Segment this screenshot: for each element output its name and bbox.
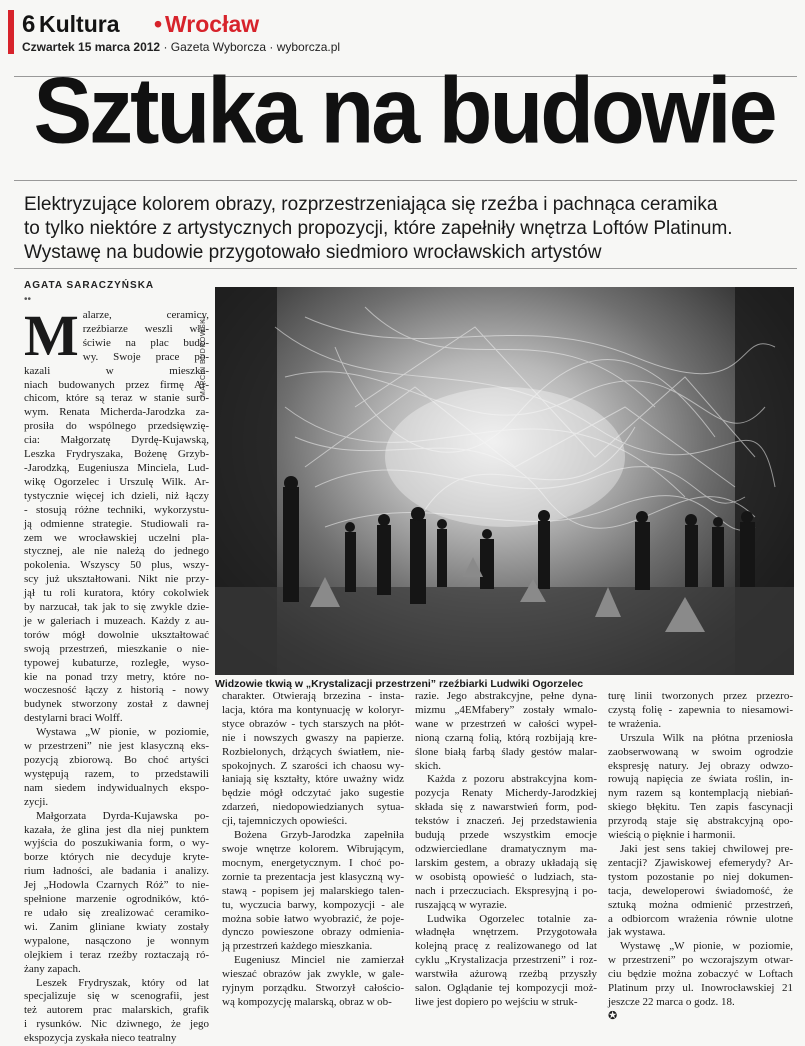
article-line: olejkiem i teraz rzeźby roztaczają ró- [24, 948, 209, 961]
article-line: lacja, która ma kontynuację w koloryr- [222, 703, 404, 716]
article-line: tekstów i znaczeń. Jej przedstawienia [415, 815, 597, 828]
article-line: cyklu „Krystalizacja przestrzeni” i roz- [415, 954, 597, 967]
article-line: będzie mógł odczytać jako sugestie [222, 787, 404, 800]
article-line: je w galeriach i muzeach. Każdy z au- [24, 614, 209, 627]
article-line: Bożena Grzyb-Jarodzka zapełniła [234, 829, 404, 842]
article-column-4 [608, 690, 793, 1024]
article-line: rium ładności, ale badania i analizy. [24, 865, 209, 878]
photo-caption: Widzowie tkwią w „Krystalizacji przestrzeni” rzeźbiarki Ludwiki Ogorzelec [215, 678, 584, 690]
lead-rule [14, 268, 797, 269]
dropcap-line: kazali w mieszka- [24, 364, 209, 377]
article-line: swoją przestrzeń, mieszkanie o nie- [24, 642, 209, 655]
article-line: larskim gestem, a obrazy układają się [415, 856, 597, 869]
article-line: prosiła do wspólnego przedsięwzię- [24, 420, 209, 433]
page-header [8, 8, 798, 58]
section-city: Wrocław [165, 11, 260, 37]
article-line: dynczo powieszone obrazy odmienia- [222, 926, 404, 939]
article-line: skich. [415, 759, 441, 772]
article-line: nym razem są kontemplacją niebiań- [608, 787, 793, 800]
article-column-1 [24, 303, 209, 1046]
article-line: zornie ta prezentacja jest klasyczną wy- [222, 870, 404, 883]
article-line: przyrodą staje się abstrakcyjną opo- [608, 815, 793, 828]
article-line: Małgorzata Dyrda-Kujawska po- [36, 809, 209, 822]
article-line: spokojnych. Z szarości ich chaosu wy- [222, 759, 404, 772]
article-line: Platinum przy ul. Inowrocławskiej 21 [608, 982, 793, 995]
article-line: - stosują różne techniki, wykorzystu- [24, 503, 209, 516]
article-line: mocnym, energetycznym. I choć po- [222, 856, 404, 869]
article-line: salon. Oglądanie tej kompozycji moż- [415, 982, 597, 995]
article-line: zdarzeń, niedopowiedzianych sytua- [222, 801, 404, 814]
article-line: ekspozycja zyskała nieco teatralny [24, 1032, 177, 1045]
article-line: scy już ukształtowani. Nikt nie przy- [24, 573, 209, 586]
article-line: tu, wyczucia barwy, kompozycji - ale [222, 898, 404, 911]
article-line: sztuką można odmienić przestrzeń, [608, 898, 793, 911]
lead-line: to tylko niektóre z artystycznych propozycji, które zapełniły wnętrza Loftów Platinum. [24, 218, 733, 239]
article-line: ją przestrzeń każdego mieszkania. [222, 940, 373, 953]
article-line: jął tu roli kuratora, który cokolwiek [24, 587, 209, 600]
article-line: wieścią o pięknie i harmonii. [608, 829, 736, 842]
author-byline: AGATA SARACZYŃSKA [24, 280, 155, 291]
article-line: te wrażenia. [608, 717, 662, 730]
article-line: torów mógł dowolnie ukształtować [24, 628, 209, 641]
article-line: a odbiorcom wrażenia równie ulotne [608, 912, 793, 925]
article-line: wikę Ogorzelec i Urszulę Wilk. Ar- [24, 475, 209, 488]
article-line: zentacji? Zjawiskowej efemerydy? Ar- [608, 856, 793, 869]
section-name: Kultura [39, 11, 120, 37]
article-line: nioną czarną folią, którą rozbijają kre- [415, 731, 597, 744]
installation-illustration [215, 287, 794, 675]
dateline [22, 40, 340, 54]
article-column-3 [415, 690, 597, 1010]
article-line: styce obrazów - tych starszych na płót- [222, 717, 404, 730]
article-line: turę linii tworzonych przez przezro- [608, 690, 793, 702]
photo-credit: MARCIN BUDROWSKI [200, 316, 207, 397]
article-line: cji, tajemniczych opowieści. [222, 815, 348, 828]
dropcap-line: wy. Swoje prace po- [82, 350, 209, 363]
article-line: Wystawę „W pionie, w poziomie, [620, 940, 793, 953]
article-line: pozycja Renaty Micherdy-Jarodzkiej [415, 787, 597, 800]
end-mark: ✪ [608, 1009, 618, 1022]
article-line: ją odmienne strategie. Studiowali ra- [24, 517, 209, 530]
article-line: Leszka Frydryszaka, Bożenę Grzyb- [24, 448, 209, 461]
section-color-bar [8, 10, 14, 54]
section-separator: • [154, 11, 163, 37]
byline-marker: •• [24, 294, 32, 305]
article-line: Jej „Hodowla Czarnych Róż” to nie- [24, 879, 209, 892]
article-line: ślone białą farbą ślady gestów malar- [415, 745, 597, 758]
article-line: ryjnym porządku. Stworzył całościo- [222, 982, 404, 995]
article-line: pokolenia. Wszyscy 50 plus, wszy- [24, 559, 209, 572]
article-line: charakter. Otwierają brzezina - insta- [222, 690, 404, 702]
article-line: odzwierciedlane dramatycznym ma- [415, 842, 597, 855]
article-line: nach i przeczuciach. Ekspresyjną i po- [415, 884, 597, 897]
article-line: swoje wnętrze kolorem. Wibrującym, [222, 842, 404, 855]
article-line: rowują napięcia ze świata roślin, in- [608, 773, 793, 786]
article-line: ciu będzie można zobaczyć w Loftach [608, 968, 793, 981]
article-line: zem we wrocławskiej uczelni pla- [24, 531, 209, 544]
article-line: tystycznie więcej ich dzieli, niż łączy [24, 489, 209, 502]
article-line: woczesność łączy z historią - nowy [24, 684, 209, 697]
headline-rule [14, 180, 797, 181]
article-line: żany zapach. [24, 962, 81, 975]
article-line: Ludwika Ogorzelec totalnie za- [427, 912, 597, 925]
article-line: można sobie łatwo wyobrazić, że poje- [222, 912, 404, 925]
lead-line: Elektryzujące kolorem obrazy, rozprzestrzeniająca się rzeźba i pachnąca ceramika [24, 194, 718, 215]
dropcap-line: ściwie na plac budo- [82, 336, 209, 349]
article-line: władnęła wnętrzem. Przygotowała [415, 926, 597, 939]
article-line: -Jarodzką, Eugeniusza Minciela, Lud- [24, 461, 209, 474]
article-line: też autorem prac malarskich, grafik [24, 1004, 209, 1017]
article-line: wą kompozycję malarską, obraz w ob- [222, 995, 392, 1008]
article-line: tystom pozostanie po niej dokumen- [608, 870, 793, 883]
article-line: jak wystawa. [608, 926, 666, 939]
article-line: nie i nowszych gwaszy na papierze. [222, 731, 404, 744]
article-line: Każda z pozoru abstrakcyjna kom- [427, 773, 597, 786]
article-line: by narzucał, tak jak to się zwykle dzie- [24, 601, 209, 614]
article-line: budują przede wszystkim emocje [415, 829, 597, 842]
article-line: w osobistą opowieść o ludziach, sta- [415, 870, 597, 883]
lead-line: Wystawę na budowie przygotowało siedmioro wrocławskich artystów [24, 242, 602, 263]
article-line: Wystawa „W pionie, w poziomie, [36, 726, 209, 739]
article-line: występują razem, to przedstawili [24, 767, 209, 780]
article-line: stycznej, ale nie należą do jednego [24, 545, 209, 558]
article-line: warstwiła ażurową rzeźbą przyszły [415, 968, 597, 981]
article-line: kie na ponad trzy metry, które no- [24, 670, 209, 683]
headline: Sztuka na budowie [33, 57, 775, 163]
article-line: niach budowanych przez firmę Ar- [24, 378, 209, 391]
article-line: cia: Małgorzatę Dyrdę-Kujawską, [24, 434, 209, 447]
article-line: mizmu „4EMfabery” zostały wmalo- [415, 703, 597, 716]
article-line: typowej kubaturze, rozległe, wyso- [24, 656, 209, 669]
issue-date: Czwartek 15 marca 2012 [22, 40, 161, 54]
article-line: ekspresję natury. Jej obrazy odwzo- [608, 759, 793, 772]
dropcap-line: alarze, ceramicy, [82, 309, 209, 321]
article-line: Urszula Wilk na płótna przeniosła [620, 731, 793, 744]
article-line: Eugeniusz Minciel nie zamierzał [234, 954, 404, 967]
article-line: zaobserwowaną w swoim ogrodzie [608, 745, 793, 758]
publication-name: · Gazeta Wyborcza · wyborcza.pl [163, 40, 341, 54]
article-line: łaniają się kształty, które uważny widz [222, 773, 404, 786]
article-line: budynek stworzony został z dawnej [24, 698, 209, 711]
article-line: skiego błękitu. Ten zapis fascynacji [608, 801, 793, 814]
article-line: pozycją zbiorową. Bo choć artyści [24, 754, 209, 766]
article-line: ruszającą w wyrazie. [415, 898, 507, 911]
article-line: Leszek Frydryszak, który od lat [36, 976, 209, 989]
page-number: 6 [22, 11, 36, 38]
article-column-2 [222, 690, 404, 1010]
article-line: kolejną pracę z realizowanego od lat [415, 940, 597, 953]
article-line: w przestrzeni” nie jest klasyczną eks- [24, 740, 209, 753]
article-line: wym. Renata Micherda-Jarodzka za- [24, 406, 209, 419]
article-line: i rysunków. Nic dziwnego, że jego [24, 1018, 209, 1031]
article-line: wieszać obrazów jak zwykle, w gale- [222, 968, 404, 981]
article-line: tacja, deweloperowi świadomość, że [608, 884, 793, 897]
article-line: razie. Jego abstrakcyjne, pełne dyna- [415, 690, 597, 702]
dropcap: M [24, 303, 79, 368]
article-line: czystą folię - zapewnia to niesamowi- [608, 703, 793, 716]
article-line: jeszcze 22 marca o godz. 18. [608, 995, 735, 1008]
article-line: specjalizuje się w scenografii, jest [24, 990, 209, 1003]
article-line: spełnione marzenie ogrodników, któ- [24, 893, 209, 906]
article-line: destylarni braci Wolff. [24, 712, 123, 725]
article-line: re udało się zrealizować ceramiko- [24, 906, 209, 919]
article-line: składa się z nawarstwień form, pod- [415, 801, 597, 814]
article-line: borze których nie decyduje kryte- [24, 851, 209, 864]
article-line: kazała, że glina jest dla niej punktem [24, 823, 209, 836]
article-line: wypalone, nasączono je wonnym [24, 934, 209, 947]
dropcap-block [24, 303, 209, 379]
article-line: zycji. [24, 795, 49, 808]
article-line: w przestrzeni” po wczorajszym otwar- [608, 954, 793, 967]
article-line: nam siedem indywidualnych ekspo- [24, 781, 209, 794]
article-line: Rozbielonych, drżących światłem, nie- [222, 745, 404, 758]
article-line: wyjścia do poszukiwania form, o wy- [24, 837, 209, 850]
article-line: liwe jest dopiero po wejściu w struk- [415, 995, 578, 1008]
dropcap-line: rzeźbiarze weszli wła- [82, 322, 209, 335]
article-photo [215, 287, 794, 675]
article-line: stawą - popisem jej malarskiego talen- [222, 884, 404, 897]
article-line: Jaki jest sens takiej chwilowej pre- [620, 842, 793, 855]
article-line: wi. Zanim gliniane kwiaty zostały [24, 920, 209, 933]
article-line: chicom, które są teraz w stanie suro- [24, 392, 209, 405]
lead-paragraph [24, 193, 794, 265]
article-line: wane w przestrzeń w całości wypeł- [415, 717, 597, 730]
